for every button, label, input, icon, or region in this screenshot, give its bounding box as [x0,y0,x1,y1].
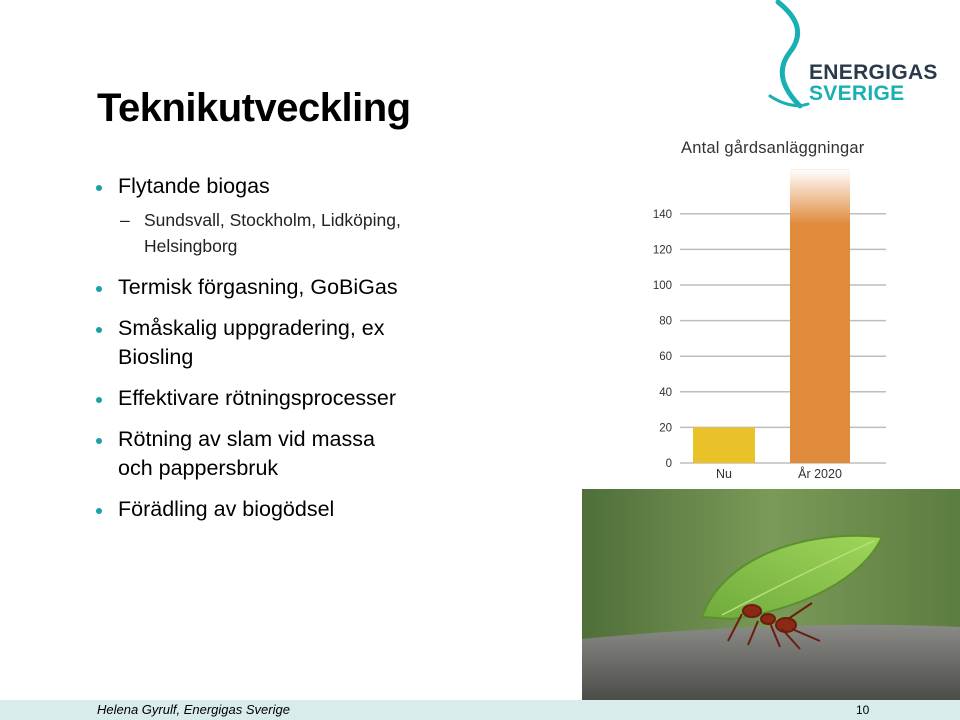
bullet-dot [96,286,102,292]
bullet-dot [96,397,102,403]
sub-bullet-text: Helsingborg [144,236,238,256]
y-tick-label: 60 [659,351,672,364]
bullet-text: Biosling [118,345,194,369]
x-category-label: År 2020 [798,467,842,481]
bullet-item [96,172,566,201]
bullet-item [96,384,566,413]
bullet-text: Rötning av slam vid massa [118,427,375,451]
footer-author: Helena Gyrulf, Energigas Sverige [97,702,290,717]
bullet-dot [96,438,102,444]
chart-title: Antal gårdsanläggningar [681,139,865,157]
bar-0 [693,427,755,463]
bullet-dot [96,508,102,514]
y-tick-label: 0 [665,458,672,470]
y-tick-label: 100 [652,280,672,292]
bullet-text: Termisk förgasning, GoBiGas [118,275,398,299]
bullet-item [96,425,566,483]
bullet-dot [96,327,102,333]
y-tick-label: 20 [659,422,672,435]
bullet-item [96,314,566,372]
bar-fade-overlay [790,169,850,224]
dash-marker: – [120,210,130,230]
bullet-list [96,172,566,524]
logo-text-energigas: ENERGIGAS [809,61,938,84]
y-tick-label: 120 [652,244,672,257]
page-number: 10 [856,703,870,717]
sub-bullet-item [96,207,566,259]
logo-text-sverige: SVERIGE [809,82,905,105]
bullet-text: och pappersbruk [118,456,279,480]
bar-chart [640,160,900,485]
bullet-dot [96,185,102,191]
bullet-item [96,495,566,524]
y-tick-label: 140 [652,208,672,221]
ant-with-leaf-photo [582,489,960,702]
bullet-item [96,273,566,302]
x-category-label: Nu [716,467,732,481]
sub-bullet-text: Sundsvall, Stockholm, Lidköping, [144,210,401,230]
bullet-text: Förädling av biogödsel [118,497,335,521]
bullet-text: Flytande biogas [118,174,270,198]
y-tick-label: 40 [659,386,672,399]
bullet-text: Effektivare rötningsprocesser [118,386,397,410]
bullet-text: Småskalig uppgradering, ex [118,316,385,340]
y-tick-label: 80 [659,315,672,328]
slide-title: Teknikutveckling [97,86,411,130]
